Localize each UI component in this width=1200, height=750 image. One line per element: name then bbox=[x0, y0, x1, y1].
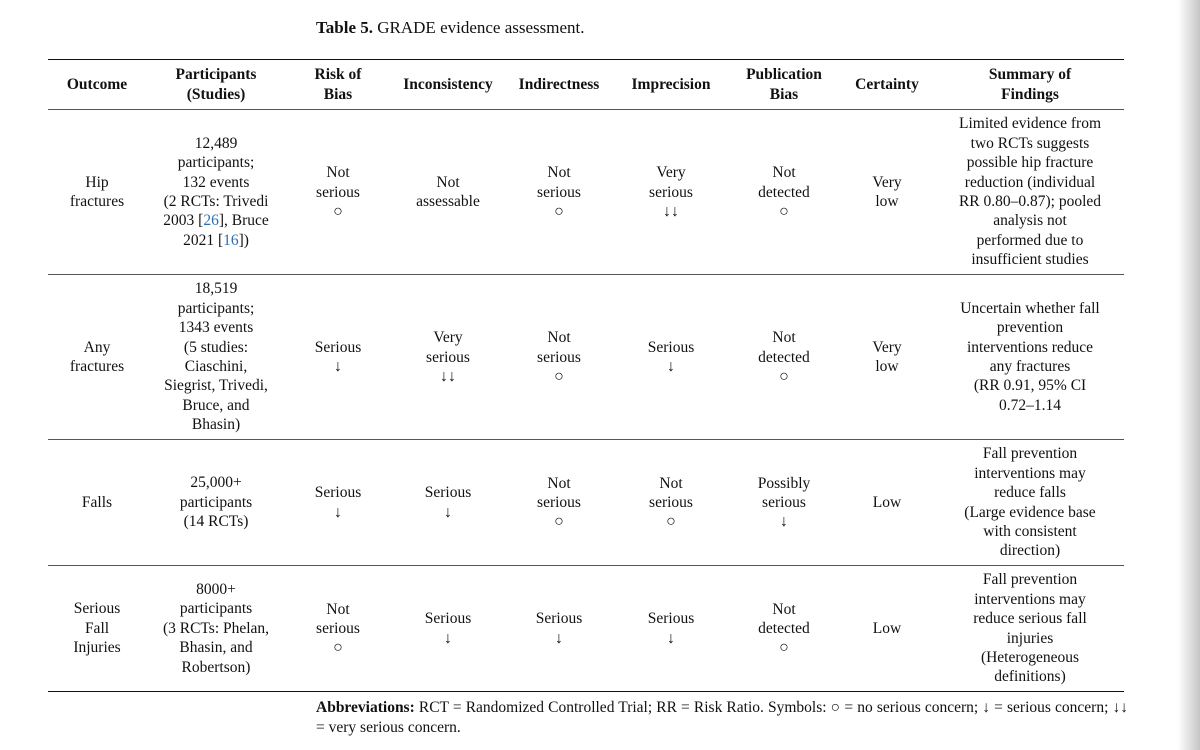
cell-certainty: Very low bbox=[838, 275, 936, 440]
cell-outcome: Hip fractures bbox=[48, 110, 146, 275]
no-concern-icon: ○ bbox=[779, 367, 789, 385]
cell-summary: Limited evidence from two RCTs suggests possible hip fracture reduction (individual RR 0.80–0.87); pooled analysis not performed due to insufficient studies bbox=[936, 110, 1124, 275]
table-caption-text: GRADE evidence assessment. bbox=[377, 18, 585, 37]
no-concern-icon: ○ bbox=[779, 202, 789, 220]
citation-link-26[interactable]: 26 bbox=[203, 212, 219, 230]
cell-outcome: Falls bbox=[48, 440, 146, 566]
cell-risk-of-bias: Not serious ○ bbox=[286, 566, 390, 692]
header-publication-bias: Publication Bias bbox=[730, 60, 838, 110]
cell-indirectness: Not serious ○ bbox=[506, 275, 612, 440]
header-indirectness: Indirectness bbox=[506, 60, 612, 110]
header-outcome: Outcome bbox=[48, 60, 146, 110]
cell-inconsistency: Very serious ↓↓ bbox=[390, 275, 506, 440]
cell-summary: Fall prevention interventions may reduce falls (Large evidence base with consistent direction) bbox=[936, 440, 1124, 566]
citation-link-16[interactable]: 16 bbox=[223, 231, 239, 249]
no-concern-icon: ○ bbox=[666, 513, 676, 531]
cell-publication-bias: Possibly serious ↓ bbox=[730, 440, 838, 566]
cell-participants: 8000+ participants (3 RCTs: Phelan, Bhasin, and Robertson) bbox=[146, 566, 286, 692]
serious-concern-icon: ↓ bbox=[334, 503, 342, 521]
no-concern-icon: ○ bbox=[333, 202, 343, 220]
cell-participants: 12,489 participants; 132 events (2 RCTs: Trivedi 2003 [26], Bruce 2021 [16]) bbox=[146, 110, 286, 275]
serious-concern-icon: ↓ bbox=[444, 629, 452, 647]
very-serious-concern-icon: ↓↓ bbox=[440, 367, 456, 385]
serious-concern-icon: ↓ bbox=[444, 503, 452, 521]
serious-concern-icon: ↓ bbox=[667, 629, 675, 647]
cell-publication-bias: Not detected ○ bbox=[730, 566, 838, 692]
no-concern-icon: ○ bbox=[554, 202, 564, 220]
cell-indirectness: Not serious ○ bbox=[506, 110, 612, 275]
table-row-serious-fall-injuries bbox=[48, 566, 1124, 692]
cell-indirectness: Not serious ○ bbox=[506, 440, 612, 566]
cell-outcome: Any fractures bbox=[48, 275, 146, 440]
cell-summary: Fall prevention interventions may reduce serious fall injuries (Heterogeneous definitions) bbox=[936, 566, 1124, 692]
table-footnote bbox=[316, 698, 1128, 737]
cell-certainty: Very low bbox=[838, 110, 936, 275]
cell-inconsistency: Not assessable bbox=[390, 110, 506, 275]
cell-publication-bias: Not detected ○ bbox=[730, 110, 838, 275]
table-row-falls bbox=[48, 440, 1124, 566]
cell-imprecision: Serious ↓ bbox=[612, 566, 730, 692]
no-concern-icon: ○ bbox=[554, 513, 564, 531]
header-risk-of-bias: Risk of Bias bbox=[286, 60, 390, 110]
cell-imprecision: Serious ↓ bbox=[612, 275, 730, 440]
footnote-text: RCT = Randomized Controlled Trial; RR = Risk Ratio. Symbols: ○ = no serious concern; ↓ = serious concern; ↓↓ = very serious concern. bbox=[316, 699, 1128, 736]
header-imprecision: Imprecision bbox=[612, 60, 730, 110]
no-concern-icon: ○ bbox=[333, 639, 343, 657]
serious-concern-icon: ↓ bbox=[667, 358, 675, 376]
cell-inconsistency: Serious ↓ bbox=[390, 440, 506, 566]
table-row-any-fractures bbox=[48, 275, 1124, 440]
table-caption bbox=[316, 18, 585, 38]
page-edge-shadow bbox=[1178, 0, 1200, 750]
header-row bbox=[48, 60, 1124, 110]
cell-imprecision: Very serious ↓↓ bbox=[612, 110, 730, 275]
cell-participants: 25,000+ participants (14 RCTs) bbox=[146, 440, 286, 566]
cell-indirectness: Serious ↓ bbox=[506, 566, 612, 692]
cell-participants: 18,519 participants; 1343 events (5 studies: Ciaschini, Siegrist, Trivedi, Bruce, and Bhasin) bbox=[146, 275, 286, 440]
table-caption-label: Table 5. bbox=[316, 18, 374, 37]
grade-table bbox=[48, 59, 1124, 692]
cell-summary: Uncertain whether fall prevention interventions reduce any fractures (RR 0.91, 95% CI 0.72–1.14 bbox=[936, 275, 1124, 440]
header-summary: Summary of Findings bbox=[936, 60, 1124, 110]
serious-concern-icon: ↓ bbox=[780, 513, 788, 531]
header-participants: Participants (Studies) bbox=[146, 60, 286, 110]
cell-certainty: Low bbox=[838, 566, 936, 692]
no-concern-icon: ○ bbox=[779, 639, 789, 657]
cell-publication-bias: Not detected ○ bbox=[730, 275, 838, 440]
no-concern-icon: ○ bbox=[554, 367, 564, 385]
table-row-hip-fractures bbox=[48, 110, 1124, 275]
cell-certainty: Low bbox=[838, 440, 936, 566]
cell-risk-of-bias: Serious ↓ bbox=[286, 440, 390, 566]
cell-imprecision: Not serious ○ bbox=[612, 440, 730, 566]
serious-concern-icon: ↓ bbox=[334, 358, 342, 376]
very-serious-concern-icon: ↓↓ bbox=[663, 202, 679, 220]
header-inconsistency: Inconsistency bbox=[390, 60, 506, 110]
footnote-label: Abbreviations: bbox=[316, 699, 415, 716]
cell-risk-of-bias: Serious ↓ bbox=[286, 275, 390, 440]
cell-outcome: Serious Fall Injuries bbox=[48, 566, 146, 692]
cell-inconsistency: Serious ↓ bbox=[390, 566, 506, 692]
serious-concern-icon: ↓ bbox=[555, 629, 563, 647]
header-certainty: Certainty bbox=[838, 60, 936, 110]
cell-risk-of-bias: Not serious ○ bbox=[286, 110, 390, 275]
